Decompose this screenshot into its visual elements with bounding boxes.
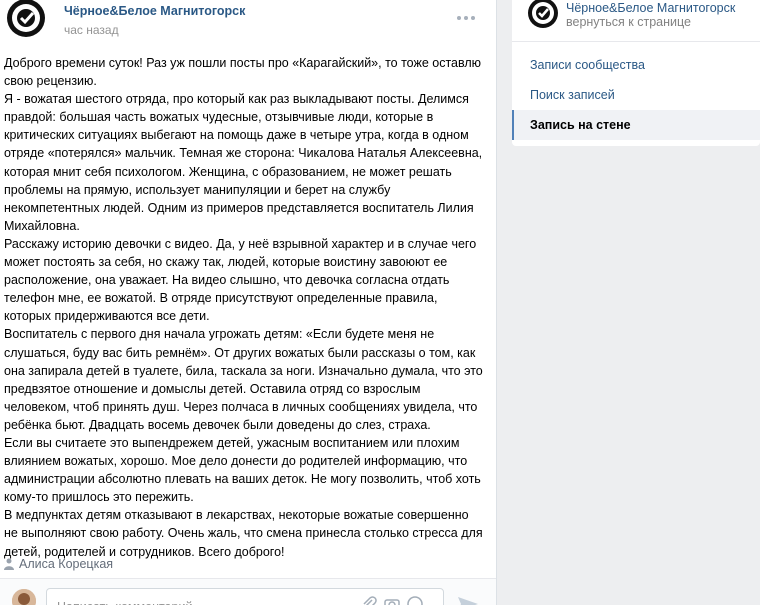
community-avatar[interactable] [525, 0, 561, 30]
back-to-page-link[interactable]: вернуться к странице [566, 15, 691, 29]
sidebar-title[interactable]: Чёрное&Белое Магнитогорск [566, 1, 736, 15]
post-signer[interactable] [4, 555, 113, 573]
user-icon [4, 558, 14, 570]
nav-item-community-posts[interactable]: Записи сообщества [530, 58, 645, 72]
avatar[interactable] [12, 589, 36, 605]
community-avatar[interactable] [3, 0, 50, 38]
post-paragraph: Воспитатель с первого дня начала угрожать детям: «Если будете меня не слушаться, буду вас бить ремнём». От других вожатых были рассказы о том, как она запирала детей в туалете, била, таскала за ноги. Изначально думала, что это предвзятое отношение и домыслы детей. Оставила отряд со взрослым человеком, чтоб принять душ. Через полчаса в личных сообщениях увидела, что ребёнка бьют. Двадцать восемь девочек были доведены до слез, страха. [4, 327, 483, 432]
post-paragraph: Я - вожатая шестого отряда, про который как раз выкладывают посты. Делимся правдой: большая часть вожатых чудесные, отзывчивые люди, которые в критических ситуациях выбегают на помощь даже в четыре утра, когда в одном отряде «потерялся» мальчик. Темная же сторона: Чикалова Наталья Алексеевна, которая мнит себя психологом. Женщина, с образованием, не может решать проблемы на прямую, использует манипуляции и берет на службу некомпетентных людей. Одним из примеров представляется воспитатель Лилия Михайловна. [4, 92, 483, 233]
post-paragraph: Расскажу историю девочки с видео. Да, у неё взрывной характер и в случае чего может постоять за себя, но скажу так, людей, которые воистину завоюют ее расположение, она уважает. На видео слышно, что девочка согласна отдать телефон мне, ее вожатой. В отряде присутствуют определенные правила, которых придерживаются все дети. [4, 236, 477, 324]
camera-icon[interactable] [383, 595, 401, 605]
post-time[interactable]: час назад [64, 23, 119, 37]
nav-item-wall-post[interactable]: Запись на стене [512, 110, 760, 140]
post-author[interactable]: Чёрное&Белое Магнитогорск [64, 4, 246, 18]
nav-item-search-posts[interactable]: Поиск записей [530, 88, 615, 102]
paperclip-icon[interactable] [360, 595, 378, 605]
more-dots-icon[interactable] [455, 10, 477, 26]
sidebar-card [512, 0, 760, 146]
post-paragraph: Если вы считаете это выпендрежем детей, ужасным воспитанием или плохим влиянием вожатых, хорошо. Мое дело донести до родителей информацию, что администрации абсолютно плевать на ваших деток. Не могу позволить, чтоб хоть кому-то пришлось это пережить. [4, 435, 481, 505]
post-paragraph: Доброго времени суток! Раз уж пошли посты про «Карагайский», то тоже оставлю свою рецензию. [4, 56, 482, 89]
sidebar-header [512, 0, 760, 42]
send-icon[interactable] [456, 595, 480, 605]
signer-name[interactable]: Алиса Корецкая [19, 557, 114, 571]
post-paragraph: В медпунктах детям отказывают в лекарствах, некоторые вожатые совершенно не выполняют свою работу. Очень жаль, что смена принесла столько стресса для детей, родителей и сотрудников. Всего доброго! [4, 508, 483, 559]
post-header [0, 0, 497, 44]
comment-bar [0, 578, 497, 605]
smile-icon[interactable] [406, 595, 424, 605]
post-text [4, 54, 484, 561]
